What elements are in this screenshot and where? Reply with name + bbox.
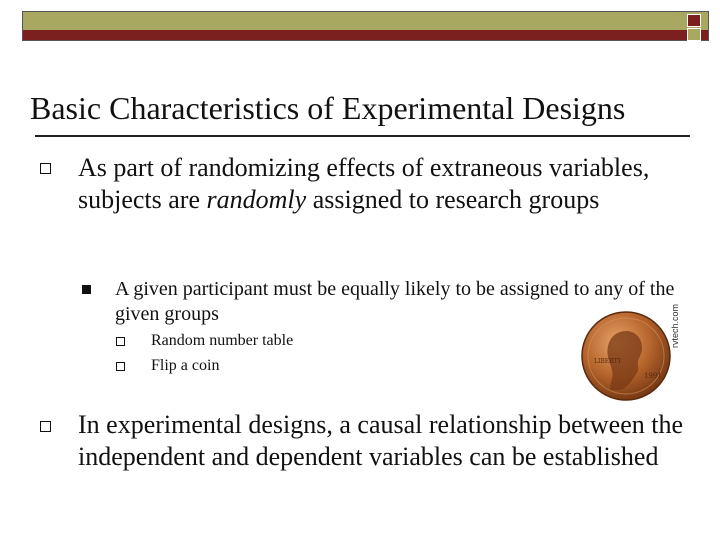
- sub-sub-bullet-1: Random number table: [151, 332, 294, 349]
- sub-sub-bullet-2: Flip a coin: [151, 357, 220, 374]
- coin-year-text: 1991: [644, 372, 662, 380]
- corner-square-olive: [687, 28, 701, 41]
- bullet-2-text: In experimental designs, a causal relationship between the independent and dependent variables can be established: [78, 410, 684, 471]
- olive-band: [23, 12, 708, 30]
- bullet-1-emphasis: randomly: [206, 185, 307, 214]
- bullet-1-text-after: assigned to research groups: [306, 185, 600, 214]
- sub-bullet-text: A given participant must be equally likely to be assigned to any of the given groups: [115, 278, 675, 325]
- title-underline: [35, 135, 690, 137]
- corner-square-maroon: [687, 14, 701, 27]
- slide-title: Basic Characteristics of Experimental Designs: [30, 90, 626, 126]
- maroon-band: [23, 30, 708, 40]
- header-decoration-bar: [22, 11, 709, 41]
- bullet-1-text: [78, 152, 698, 216]
- filled-square-bullet-icon: [82, 285, 91, 294]
- small-hollow-bullet-icon: [116, 362, 125, 371]
- hollow-square-bullet-icon: [40, 421, 51, 432]
- hollow-square-bullet-icon: [40, 163, 51, 174]
- bullet-1-text-before: As part of randomizing effects of extraneous variables, subjects are: [78, 153, 650, 214]
- image-credit: rvtech.com: [670, 303, 680, 348]
- small-hollow-bullet-icon: [116, 337, 125, 346]
- coin-liberty-text: LIBERTY: [594, 358, 622, 365]
